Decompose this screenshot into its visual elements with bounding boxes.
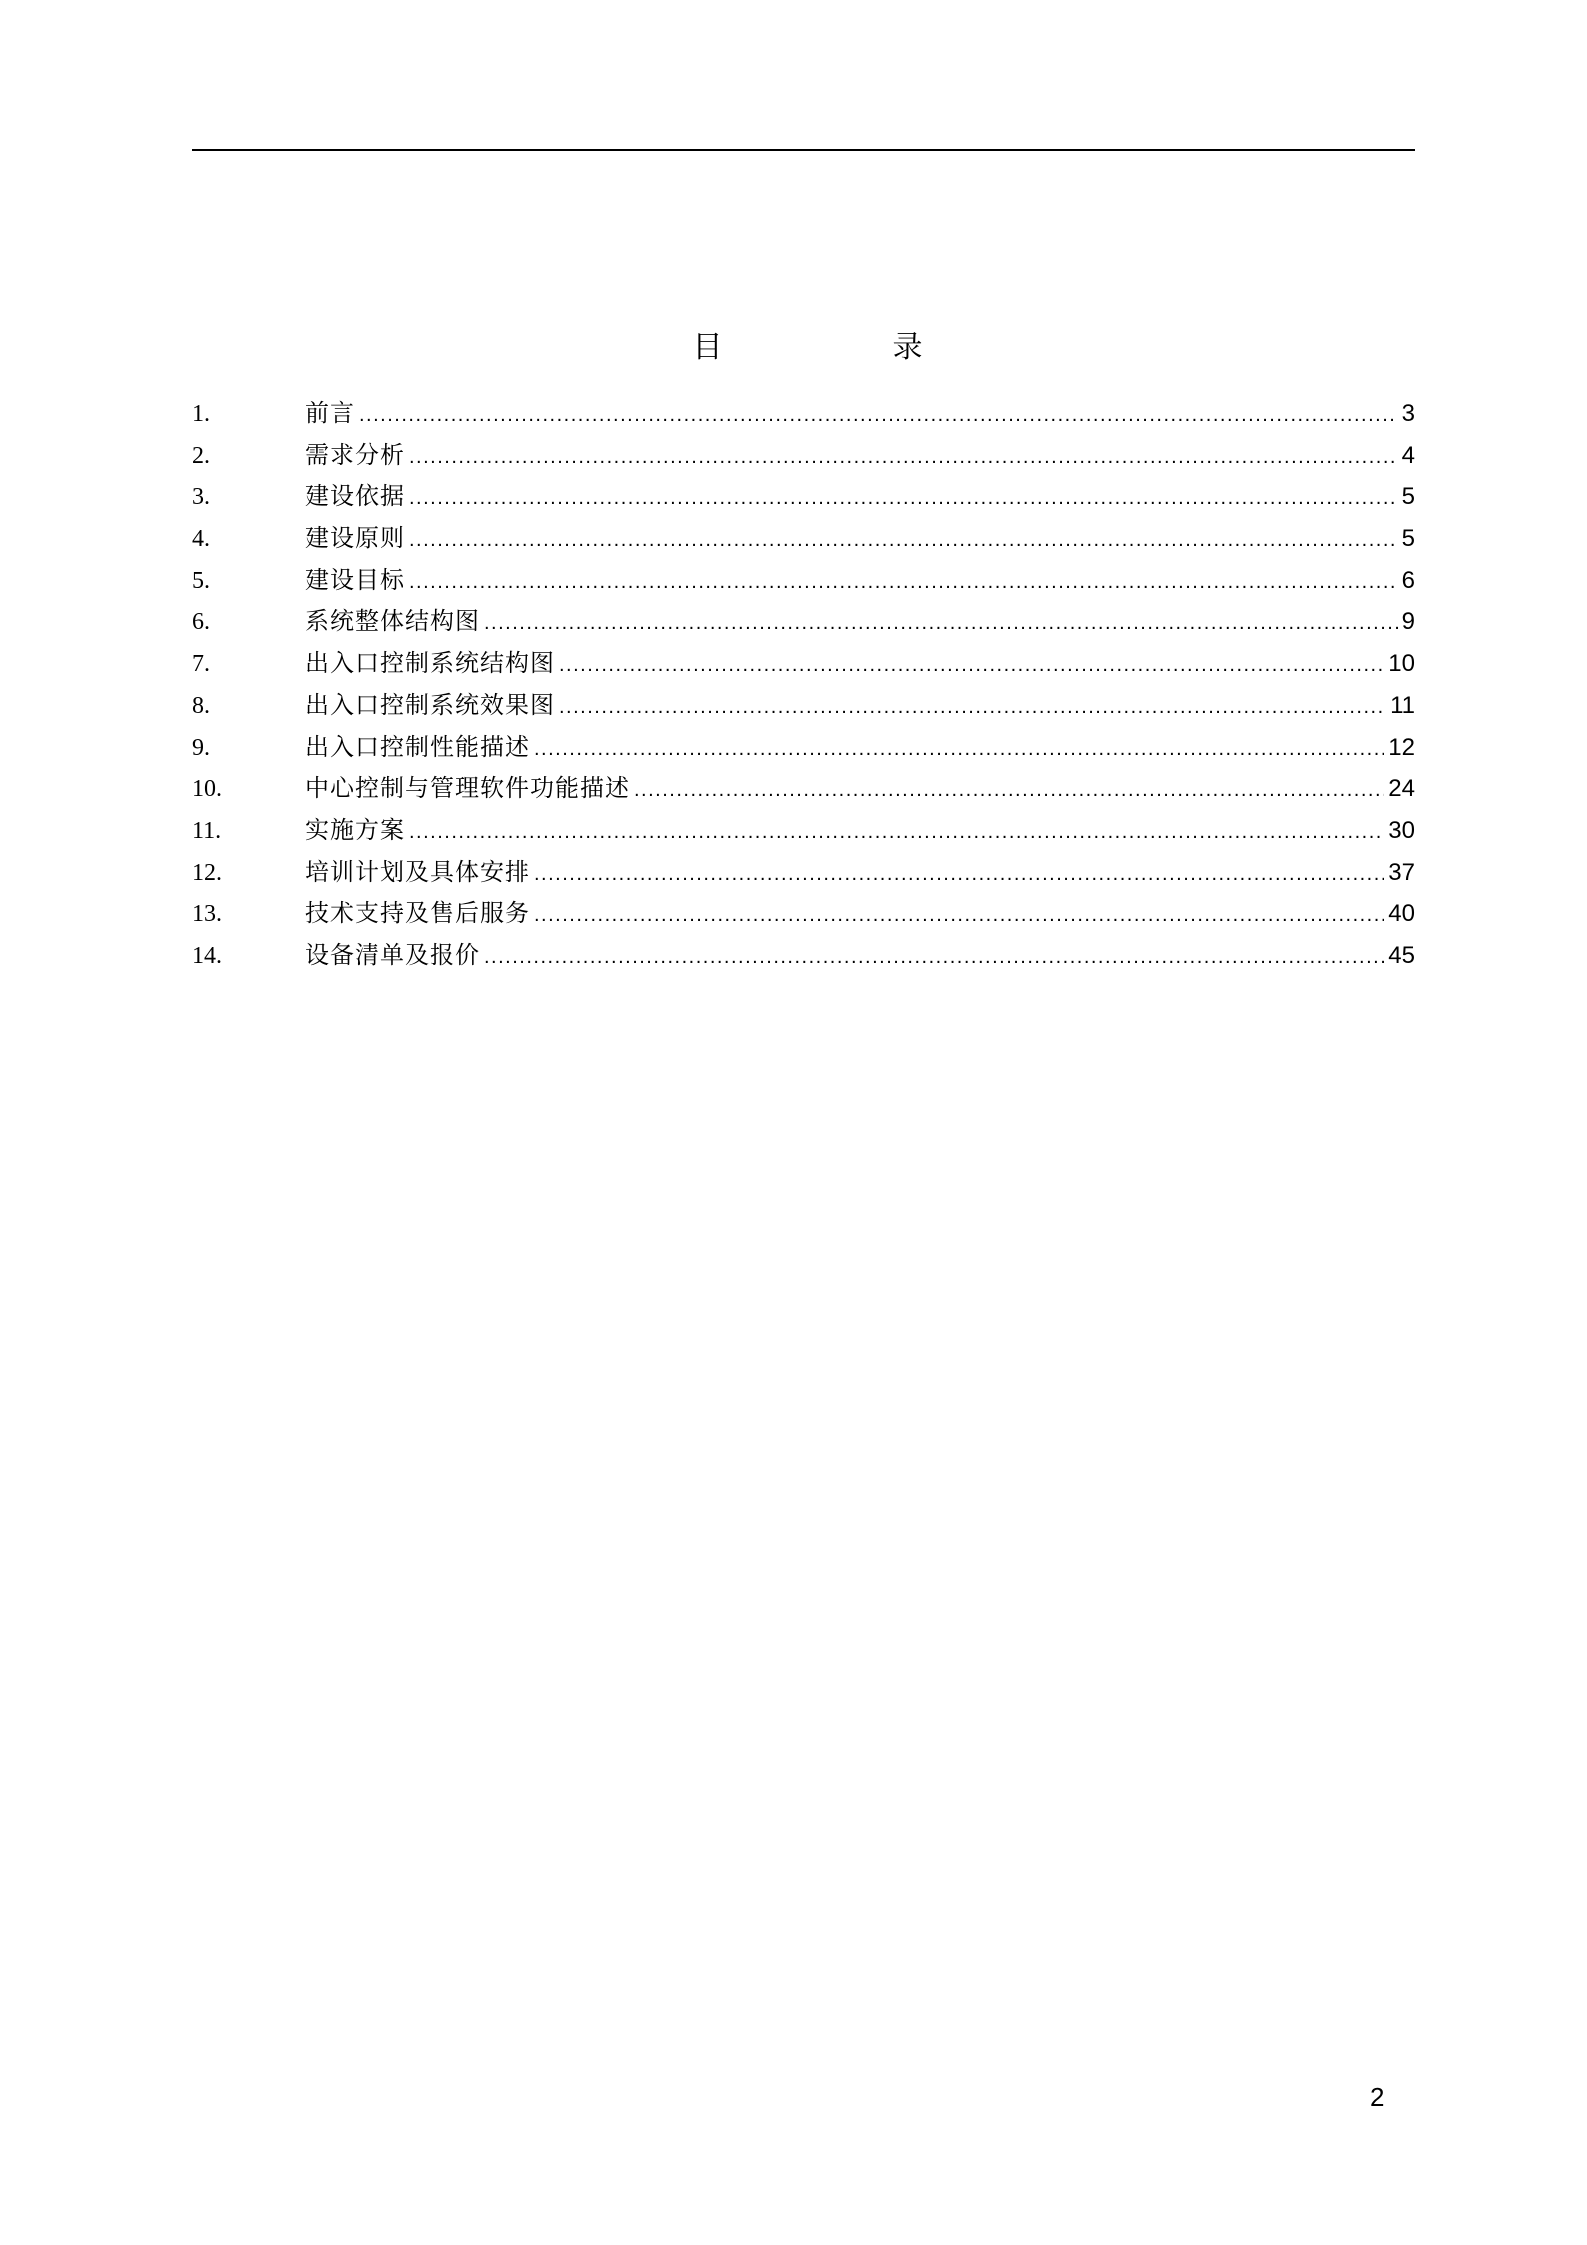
toc-entry-11[interactable] (192, 810, 1415, 852)
toc-dot-leader (559, 645, 1384, 687)
toc-entry-label[interactable]: 建设目标 (305, 565, 405, 594)
toc-entry-1[interactable] (192, 393, 1415, 435)
toc-entry-page[interactable]: 12 (1388, 733, 1415, 761)
toc-dot-leader (484, 937, 1384, 979)
toc-dot-leader (534, 854, 1384, 896)
toc-entry-14[interactable] (192, 935, 1415, 977)
toc-dot-leader (409, 478, 1398, 520)
toc-entry-number: 11. (192, 817, 222, 844)
toc-entry-number: 6. (192, 609, 210, 636)
toc-entry-page[interactable]: 10 (1388, 650, 1415, 678)
toc-entry-number: 14. (192, 942, 222, 969)
toc-entry-number: 2. (192, 442, 210, 469)
toc-entry-label[interactable]: 建设依据 (305, 482, 405, 511)
toc-entry-page[interactable]: 45 (1388, 941, 1415, 969)
header-rule (192, 149, 1415, 151)
toc-entry-page[interactable]: 9 (1401, 608, 1415, 636)
toc-entry-label[interactable]: 中心控制与管理软件功能描述 (305, 774, 630, 803)
toc-list (192, 393, 1415, 977)
toc-entry-page[interactable]: 3 (1401, 400, 1415, 427)
toc-dot-leader (634, 770, 1384, 812)
toc-dot-leader (484, 603, 1398, 645)
toc-entry-page[interactable]: 37 (1388, 858, 1415, 886)
toc-entry-label[interactable]: 前言 (305, 399, 355, 427)
toc-dot-leader (409, 520, 1398, 562)
toc-entry-number: 3. (192, 484, 210, 511)
toc-entry-number: 4. (192, 526, 210, 553)
toc-entry-number: 7. (192, 651, 210, 678)
toc-entry-label[interactable]: 培训计划及具体安排 (305, 857, 530, 886)
toc-entry-label[interactable]: 建设原则 (305, 524, 405, 553)
toc-entry-3[interactable] (192, 476, 1415, 518)
toc-entry-label[interactable]: 实施方案 (305, 815, 405, 844)
toc-entry-13[interactable] (192, 893, 1415, 935)
toc-entry-label[interactable]: 出入口控制性能描述 (305, 732, 530, 761)
toc-entry-page[interactable]: 4 (1401, 441, 1415, 469)
toc-entry-8[interactable] (192, 685, 1415, 727)
toc-entry-number: 12. (192, 859, 222, 886)
toc-title-part1: 目 (692, 330, 723, 365)
toc-entry-12[interactable] (192, 852, 1415, 894)
toc-title-part2: 录 (892, 330, 923, 365)
toc-dot-leader (559, 687, 1386, 729)
toc-dot-leader (409, 812, 1384, 854)
toc-entry-10[interactable] (192, 768, 1415, 810)
toc-entry-page[interactable]: 6 (1401, 566, 1415, 594)
toc-entry-label[interactable]: 技术支持及售后服务 (305, 899, 530, 928)
toc-entry-page[interactable]: 5 (1401, 525, 1415, 553)
toc-title (0, 326, 1587, 370)
toc-entry-5[interactable] (192, 560, 1415, 602)
toc-entry-page[interactable]: 5 (1401, 483, 1415, 511)
toc-entry-number: 9. (192, 734, 210, 761)
toc-entry-4[interactable] (192, 518, 1415, 560)
toc-entry-page[interactable]: 40 (1388, 900, 1415, 928)
toc-entry-6[interactable] (192, 601, 1415, 643)
toc-entry-label[interactable]: 出入口控制系统结构图 (305, 649, 555, 678)
toc-entry-2[interactable] (192, 435, 1415, 477)
toc-entry-label[interactable]: 设备清单及报价 (305, 940, 480, 969)
page-number: 2 (1370, 2082, 1385, 2112)
toc-dot-leader (359, 395, 1398, 437)
toc-dot-leader (409, 562, 1398, 604)
toc-entry-7[interactable] (192, 643, 1415, 685)
toc-dot-leader (534, 895, 1384, 937)
toc-entry-number: 8. (192, 692, 210, 719)
toc-entry-page[interactable]: 30 (1388, 816, 1415, 844)
toc-dot-leader (409, 437, 1398, 479)
toc-entry-number: 13. (192, 901, 222, 928)
toc-entry-page[interactable]: 11 (1390, 691, 1415, 719)
toc-entry-label[interactable]: 系统整体结构图 (305, 607, 480, 636)
toc-entry-number: 10. (192, 776, 222, 803)
toc-entry-9[interactable] (192, 727, 1415, 769)
toc-entry-number: 1. (192, 401, 210, 427)
toc-dot-leader (534, 729, 1384, 771)
toc-entry-label[interactable]: 出入口控制系统效果图 (305, 690, 555, 719)
toc-entry-page[interactable]: 24 (1388, 775, 1415, 803)
toc-entry-number: 5. (192, 567, 210, 594)
toc-entry-label[interactable]: 需求分析 (305, 440, 405, 469)
